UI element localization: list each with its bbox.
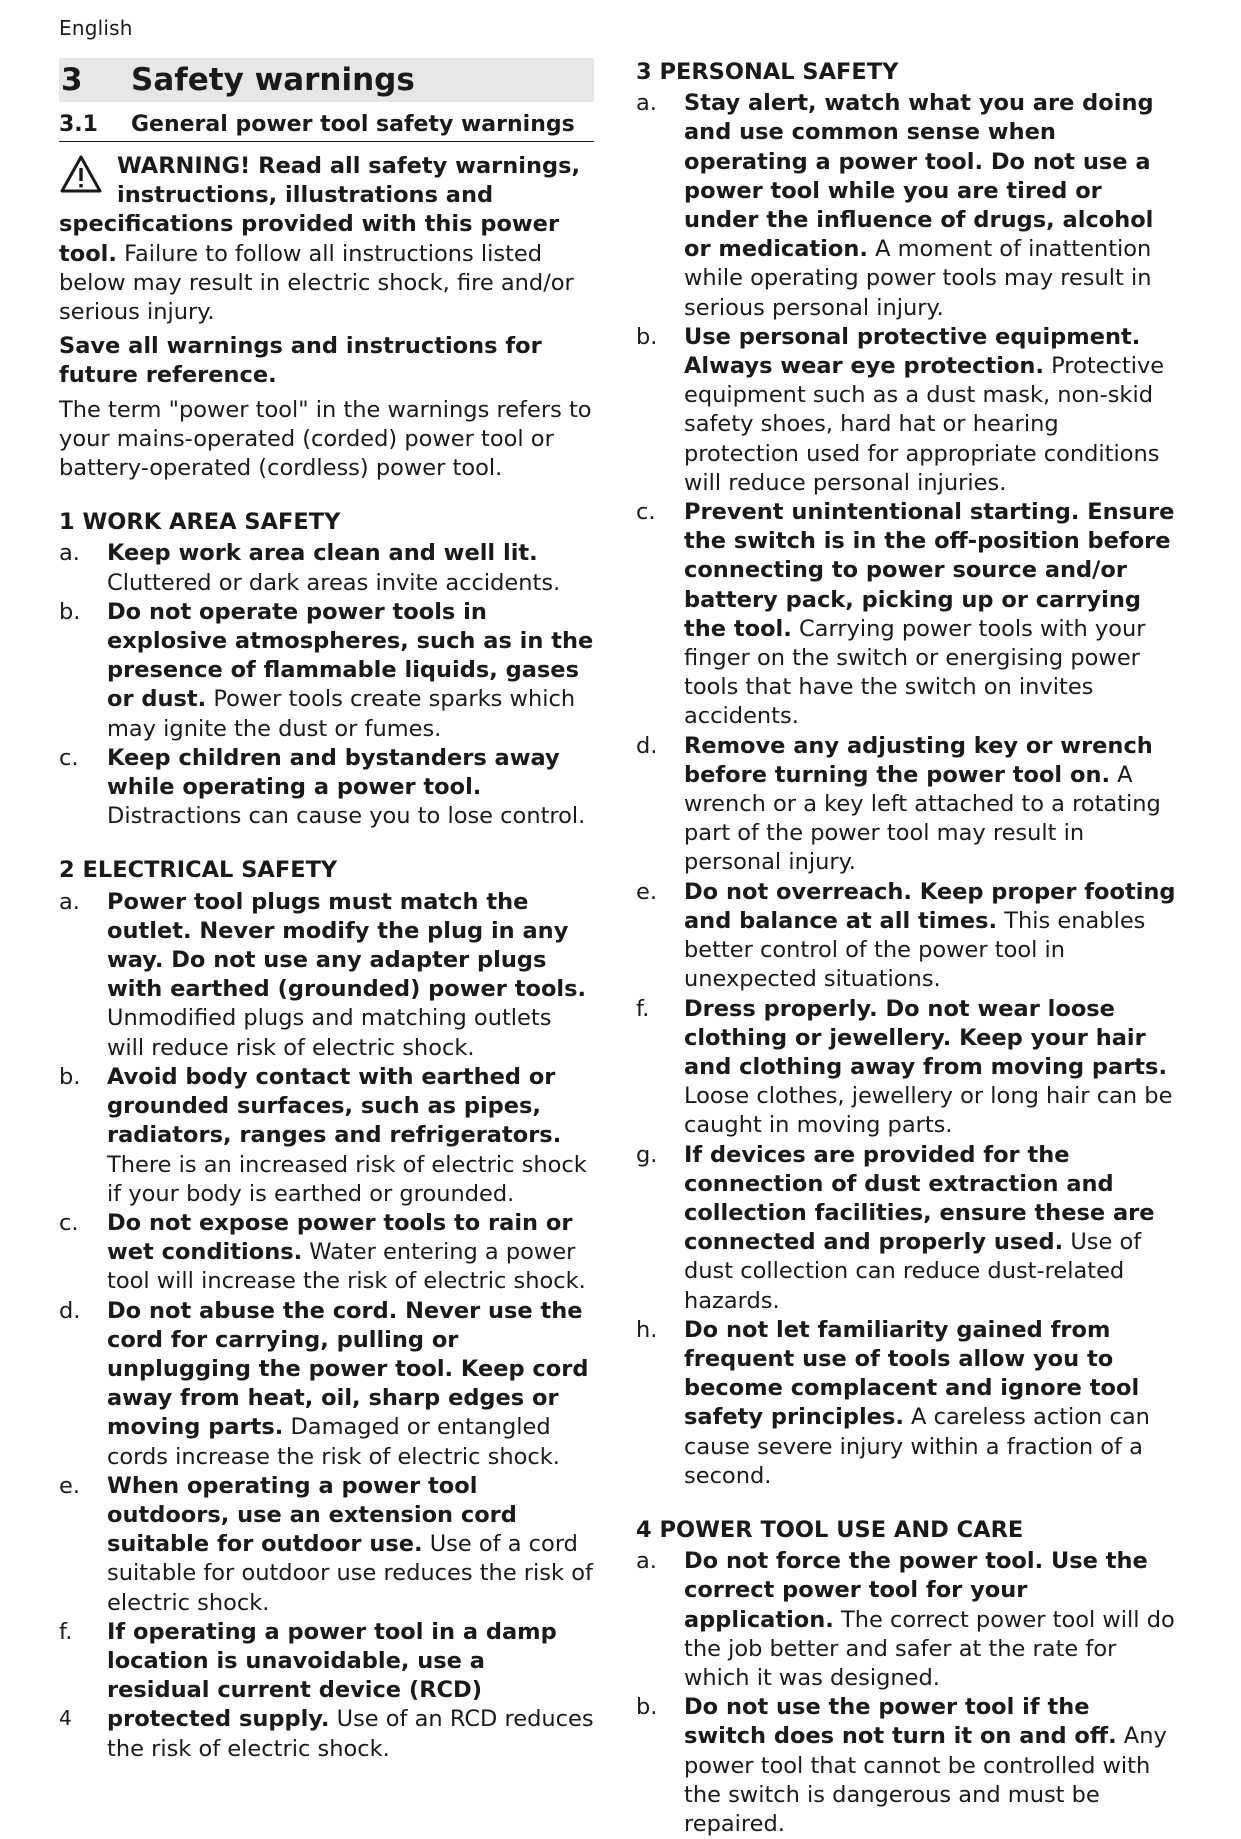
list-item (59, 539, 594, 597)
item-regular-text: A wrench or a key left attached to a rotating part of the power tool may result in personal injury. (684, 761, 1161, 876)
item-marker: b. (636, 323, 658, 350)
item-bold-text: Do not force the power tool. Use the correct power tool for your application. (684, 1548, 1148, 1633)
personal-heading: 3 PERSONAL SAFETY (636, 59, 899, 85)
list-item (636, 323, 1176, 498)
list-item (636, 1693, 1176, 1839)
work-area-heading: 1 WORK AREA SAFETY (59, 509, 341, 536)
item-marker: e. (636, 878, 657, 905)
save-instructions-note: Save all warnings and instructions for future reference. (59, 333, 542, 389)
list-item (59, 744, 594, 832)
item-text (684, 89, 1176, 323)
item-marker: f. (636, 995, 650, 1022)
chapter-heading (59, 58, 594, 102)
item-bold-text: Do not expose power tools to rain or wet conditions. (107, 1209, 573, 1266)
item-marker: b. (636, 1694, 658, 1721)
item-regular-text: Unmodified plugs and matching outlets will reduce risk of electric shock. (107, 1005, 552, 1061)
item-marker: c. (59, 744, 79, 771)
item-regular-text: Use of a cord suitable for outdoor use reduces the risk of electric shock. (107, 1531, 593, 1616)
item-marker: b. (59, 598, 81, 625)
tool-use-list (636, 1547, 1176, 1839)
item-regular-text: Distractions can cause you to lose control. (107, 803, 586, 830)
item-regular-text: Water entering a power tool will increase the risk of electric shock. (107, 1239, 586, 1295)
personal-list (636, 89, 1176, 1491)
item-bold-text: Keep children and bystanders away while operating a power tool. (107, 744, 560, 801)
item-marker: f. (59, 1618, 73, 1645)
item-regular-text: The correct power tool will do the job better and safer at the rate for which it was designed. (684, 1606, 1175, 1691)
item-text (107, 1618, 594, 1764)
item-regular-text: A moment of inattention while operating power tools may result in serious personal injury. (684, 236, 1152, 321)
item-bold-text: If devices are provided for the connection of dust extraction and collection facilities, ensure these are connected and properly used. (684, 1141, 1155, 1256)
list-item (636, 1141, 1176, 1316)
warning-bold-text: WARNING! Read all safety warnings, instructions, illustrations and specifications provided with this power tool. (59, 153, 581, 267)
item-bold-text: Avoid body contact with earthed or grounded surfaces, such as pipes, radiators, ranges and refrigerators. (107, 1063, 562, 1149)
item-bold-text: Do not operate power tools in explosive atmospheres, such as in the presence of flammable liquids, gases or dust. (107, 598, 594, 713)
item-marker: c. (636, 499, 656, 526)
page-number: 4 (59, 1706, 72, 1730)
tool-use-heading: 4 POWER TOOL USE AND CARE (636, 1516, 1024, 1543)
list-item (59, 1063, 594, 1209)
list-item (636, 498, 1176, 732)
item-bold-text: Dress properly. Do not wear loose clothing or jewellery. Keep your hair and clothing away from moving parts. (684, 995, 1167, 1080)
item-regular-text: Loose clothes, jewellery or long hair can be caught in moving parts. (684, 1083, 1173, 1139)
list-item (636, 995, 1176, 1141)
item-regular-text: Cluttered or dark areas invite accidents. (107, 569, 561, 596)
item-bold-text: Keep work area clean and well lit. (107, 540, 538, 567)
item-text (107, 598, 594, 744)
item-regular-text: A careless action can cause severe injury within a fraction of a second. (684, 1404, 1150, 1489)
list-item (636, 732, 1176, 878)
item-bold-text: Do not overreach. Keep proper footing and balance at all times. (684, 878, 1176, 934)
item-regular-text: Any power tool that cannot be controlled with the switch is dangerous and must be repaired. (684, 1723, 1167, 1837)
item-text (107, 1209, 594, 1297)
item-regular-text: There is an increased risk of electric shock if your body is earthed or grounded. (107, 1151, 587, 1207)
left-column (59, 58, 594, 1764)
chapter-number: 3 (61, 62, 83, 98)
item-bold-text: Remove any adjusting key or wrench before turning the power tool on. (684, 732, 1153, 788)
list-item (59, 1297, 594, 1472)
item-marker: g. (636, 1141, 658, 1168)
section-number: 3.1 (59, 112, 98, 137)
item-text (684, 995, 1176, 1141)
item-bold-text: Do not abuse the cord. Never use the cord for carrying, pulling or unplugging the power tool. Keep cord away from heat, oil, sharp edges or moving parts. (107, 1297, 589, 1441)
item-bold-text: Power tool plugs must match the outlet. Never modify the plug in any way. Do not use any adapter plugs with earthed (grounded) power tools. (107, 888, 587, 1003)
right-column (636, 58, 1176, 1839)
item-bold-text: Stay alert, watch what you are doing and use common sense when operating a power tool. Do not use a power tool while you are tired or under the influence of drugs, alcohol or medication. (684, 90, 1154, 263)
list-item (59, 1618, 594, 1764)
item-bold-text: When operating a power tool outdoors, use an extension cord suitable for outdoor use. (107, 1472, 517, 1558)
list-item (636, 878, 1176, 995)
item-bold-text: Do not let familiarity gained from frequent use of tools allow you to become complacent and ignore tool safety principles. (684, 1316, 1140, 1431)
item-text (684, 1316, 1176, 1491)
item-bold-text: Use personal protective equipment. Always wear eye protection. (684, 323, 1141, 380)
item-marker: e. (59, 1472, 80, 1499)
list-item (59, 598, 594, 744)
item-regular-text: Damaged or entangled cords increase the risk of electric shock. (107, 1414, 560, 1470)
item-text (684, 1547, 1176, 1693)
power-tool-term-note: The term "power tool" in the warnings refers to your mains-operated (corded) power tool or battery-operated (cordless) power tool. (59, 396, 592, 482)
list-item (59, 888, 594, 1063)
item-bold-text: If operating a power tool in a damp location is unavoidable, use a residual current device (RCD) protected supply. (107, 1618, 557, 1733)
item-regular-text: Carrying power tools with your finger on the switch or energising power tools that have the switch on invites accidents. (684, 615, 1146, 730)
item-marker: d. (59, 1297, 81, 1324)
item-text (684, 1693, 1176, 1839)
warning-text: Failure to follow all instructions listed below may result in electric shock, fire and/or serious injury. (59, 240, 574, 326)
item-text (107, 1297, 594, 1472)
item-regular-text: Use of dust collection can reduce dust-related hazards. (684, 1229, 1142, 1314)
list-item (636, 1547, 1176, 1693)
item-text (107, 888, 594, 1063)
item-text (684, 498, 1176, 732)
warning-paragraph (59, 152, 594, 327)
list-item (636, 89, 1176, 323)
language-label: English (59, 16, 133, 40)
item-marker: b. (59, 1063, 81, 1090)
electrical-heading: 2 ELECTRICAL SAFETY (59, 857, 338, 884)
work-area-list (59, 539, 594, 831)
item-text (107, 1472, 594, 1618)
item-marker: a. (59, 540, 80, 567)
item-text (107, 1063, 594, 1209)
item-bold-text: Do not use the power tool if the switch does not turn it on and off. (684, 1694, 1117, 1750)
section-heading (59, 112, 594, 142)
item-text (107, 539, 594, 597)
item-text (684, 878, 1176, 995)
item-text (107, 744, 594, 832)
list-item (59, 1209, 594, 1297)
item-regular-text: Use of an RCD reduces the risk of electric shock. (107, 1706, 594, 1762)
item-text (684, 323, 1176, 498)
warning-triangle-icon (59, 154, 103, 194)
item-text (684, 732, 1176, 878)
list-item (636, 1316, 1176, 1491)
item-regular-text: Protective equipment such as a dust mask, non-skid safety shoes, hard hat or hearing protection used for appropriate conditions will reduce personal injuries. (684, 353, 1165, 496)
item-marker: d. (636, 732, 658, 759)
item-regular-text: Power tools create sparks which may ignite the dust or fumes. (107, 686, 576, 742)
item-bold-text: Prevent unintentional starting. Ensure the switch is in the off-position before connecting to power source and/or battery pack, picking up or carrying the tool. (684, 499, 1175, 642)
item-marker: a. (59, 888, 80, 915)
item-text (684, 1141, 1176, 1316)
item-marker: c. (59, 1209, 79, 1236)
item-marker: h. (636, 1316, 658, 1343)
item-regular-text: This enables better control of the power tool in unexpected situations. (684, 907, 1146, 993)
item-marker: a. (636, 1548, 657, 1575)
electrical-list (59, 888, 594, 1764)
section-title: General power tool safety warnings (131, 112, 575, 137)
item-marker: a. (636, 90, 657, 117)
list-item (59, 1472, 594, 1618)
chapter-title: Safety warnings (131, 62, 415, 98)
